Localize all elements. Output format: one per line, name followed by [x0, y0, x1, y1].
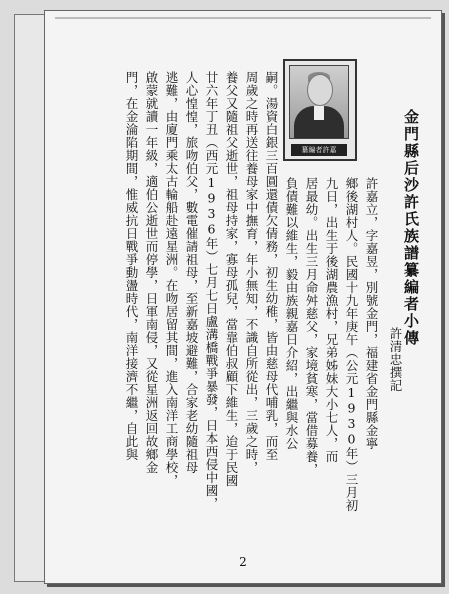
- photo-caption: 纂編者許嘉: [291, 144, 347, 156]
- text-column: 門，在金淪陷期間，惟威抗日戰爭動盪時代，南洋接濟不繼，自此與: [124, 71, 139, 461]
- text-column: 九日，出生于後湖農漁村，兄弟姊妹大小七人，而: [324, 177, 339, 463]
- portrait-photo: [289, 65, 349, 139]
- document-page: [44, 10, 442, 584]
- text-column: 逃難，由廈門乘太古輪船赴遠星洲。在吻居留其間，進入南洋工商學校，: [164, 71, 179, 487]
- text-column: 啟蒙就讀一年級，適伯公逝世而停學，日軍南侵，又從星洲返回故鄉金: [144, 71, 159, 474]
- adjacent-page-edge: [14, 14, 46, 582]
- text-column: 許嘉立，字嘉昱，別號金門，福建省金門縣金寧: [364, 177, 379, 450]
- text-column: 人心惶惶，旅吻伯父，數電催請祖母，至新嘉坡避難，合家老幼隨祖母: [184, 71, 199, 474]
- text-column: 嗣。湯資白銀三百圓還債欠倩務，初生幼稚，皆由慈母代哺乳，而至: [264, 71, 279, 461]
- text-column: 居最幼。出生三月命舛慈父，家境貧寒，當借募養，: [304, 177, 319, 476]
- author-line: 許清忠撰記: [388, 327, 403, 392]
- document-title: 金門縣后沙許氏族譜纂編者小傳: [402, 109, 420, 347]
- text-column: 負債難以維生，毅由族親嘉日介紹，出繼與水公: [284, 177, 299, 450]
- text-column: 養父又隨祖父逝世，祖母持家，寡母孤兒，當靠伯叔顧下維生，迨于民國: [224, 71, 239, 487]
- text-column: 鄉後湖村人。民國十九年庚午（公元1930年）三月初: [344, 177, 359, 512]
- portrait-frame: [283, 59, 357, 161]
- text-column: 周歲之時再送往養母家中撫育，年小無知，不識自所從出，三歲之時，: [244, 71, 259, 474]
- text-column: 廿六年丁丑（西元1936年）七月七日盧溝橋戰爭暴發，日本西侵中國，: [204, 71, 219, 510]
- page-number: 2: [239, 555, 247, 569]
- top-rule: [55, 17, 431, 19]
